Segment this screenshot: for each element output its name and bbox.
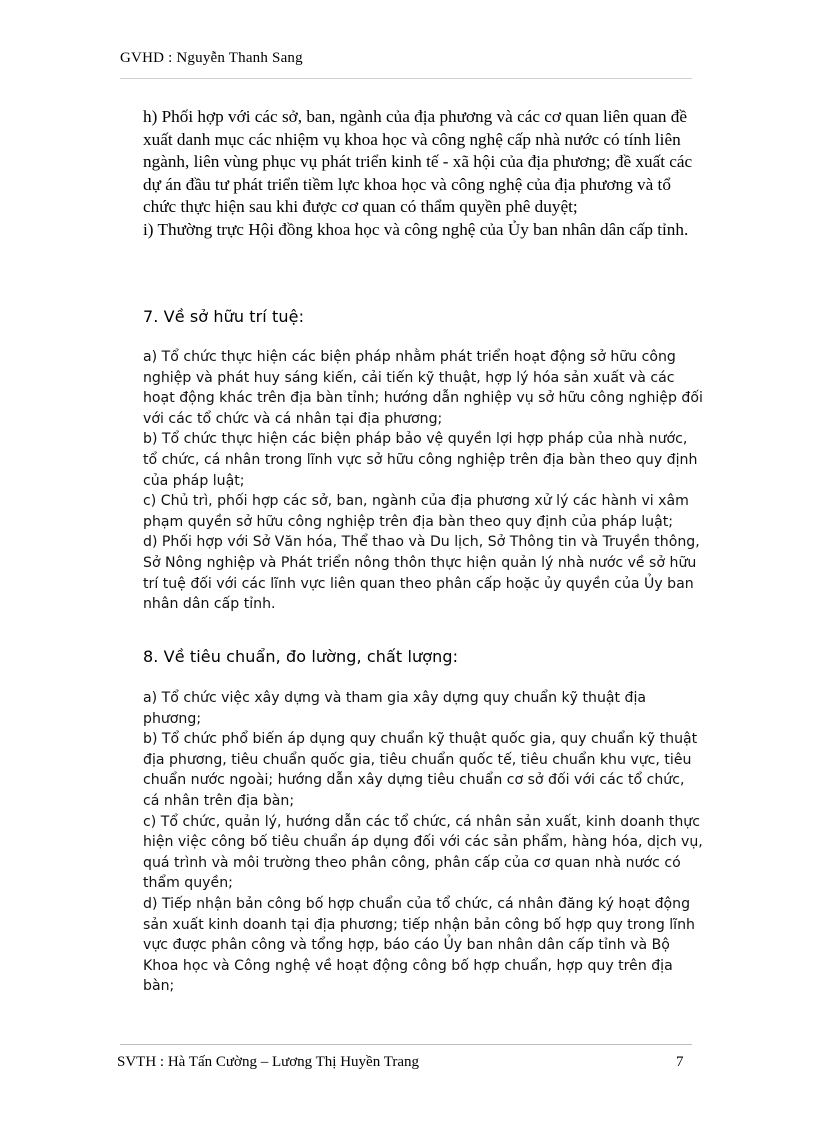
footer-authors: SVTH : Hà Tấn Cường – Lương Thị Huyền Trang [117, 1054, 419, 1070]
section-8-paragraph-b: b) Tổ chức phổ biến áp dụng quy chuẩn kỹ thuật quốc gia, quy chuẩn kỹ thuật địa phương, tiêu chuẩn quốc gia, tiêu chuẩn quốc tế, tiêu chuẩn khu vực, tiêu chuẩn nước ngoài; hướng dẫn xây dựng tiêu chuẩn cơ sở đối với các tổ chức, cá nhân trên địa bàn; [143, 731, 698, 809]
header-divider [120, 78, 692, 79]
page-number: 7 [676, 1054, 684, 1070]
section-body-8 [143, 688, 703, 997]
section-7-paragraph-c: c) Chủ trì, phối hợp các sở, ban, ngành của địa phương xử lý các hành vi xâm phạm quyền sở hữu công nghiệp trên địa bàn theo quy định của pháp luật; [143, 493, 689, 530]
footer-divider [120, 1044, 692, 1045]
section-8-paragraph-a: a) Tổ chức việc xây dựng và tham gia xây dựng quy chuẩn kỹ thuật địa phương; [143, 690, 647, 727]
section-7-paragraph-b: b) Tổ chức thực hiện các biện pháp bảo vệ quyền lợi hợp pháp của nhà nước, tổ chức, cá nhân trong lĩnh vực sở hữu công nghiệp trên địa bàn theo quy định của pháp luật; [143, 431, 698, 489]
paragraph-h: h) Phối hợp với các sở, ban, ngành của địa phương và các cơ quan liên quan đề xuất danh mục các nhiệm vụ khoa học và công nghệ cấp nhà nước có tính liên ngành, liên vùng phục vụ phát triển kinh tế - xã hội của địa phương; đề xuất các dự án đầu tư phát triển tiềm lực khoa học và công nghệ của địa phương và tổ chức thực hiện sau khi được cơ quan có thẩm quyền phê duyệt; [143, 107, 693, 216]
section-heading-7: 7. Về sở hữu trí tuệ: [143, 307, 305, 326]
paragraph-i: i) Thường trực Hội đồng khoa học và công nghệ của Ủy ban nhân dân cấp tỉnh. [143, 219, 689, 239]
section-8-paragraph-c: c) Tổ chức, quản lý, hướng dẫn các tổ chức, cá nhân sản xuất, kinh doanh thực hiện việc công bố tiêu chuẩn áp dụng đối với các sản phẩm, hàng hóa, dịch vụ, quá trình và môi trường theo phân công, phân cấp của cơ quan nhà nước có thẩm quyền; [143, 813, 703, 892]
page-header: GVHD : Nguyễn Thanh Sang [120, 50, 303, 66]
intro-block [143, 106, 703, 241]
section-body-7 [143, 347, 703, 615]
section-8-paragraph-d: d) Tiếp nhận bản công bố hợp chuẩn của tổ chức, cá nhân đăng ký hoạt động sản xuất kinh doanh tại địa phương; tiếp nhận bản công bố hợp quy trong lĩnh vực được phân công và tổng hợp, báo cáo Ủy ban nhân dân cấp tỉnh và Bộ Khoa học và Công nghệ về hoạt động công bố hợp chuẩn, hợp quy trên địa bàn; [143, 895, 695, 995]
section-7-paragraph-a: a) Tổ chức thực hiện các biện pháp nhằm phát triển hoạt động sở hữu công nghiệp và phát huy sáng kiến, cải tiến kỹ thuật, hợp lý hóa sản xuất và các hoạt động khác trên địa bàn tỉnh; hướng dẫn nghiệp vụ sở hữu công nghiệp đối với các tổ chức và cá nhân tại địa phương; [143, 349, 703, 427]
section-heading-8: 8. Về tiêu chuẩn, đo lường, chất lượng: [143, 647, 459, 666]
section-7-paragraph-d: d) Phối hợp với Sở Văn hóa, Thể thao và Du lịch, Sở Thông tin và Truyền thông, Sở Nông nghiệp và Phát triển nông thôn thực hiện quản lý nhà nước về sở hữu trí tuệ đối với các lĩnh vực liên quan theo phân cấp hoặc ủy quyền của Ủy ban nhân dân cấp tỉnh. [143, 534, 700, 613]
